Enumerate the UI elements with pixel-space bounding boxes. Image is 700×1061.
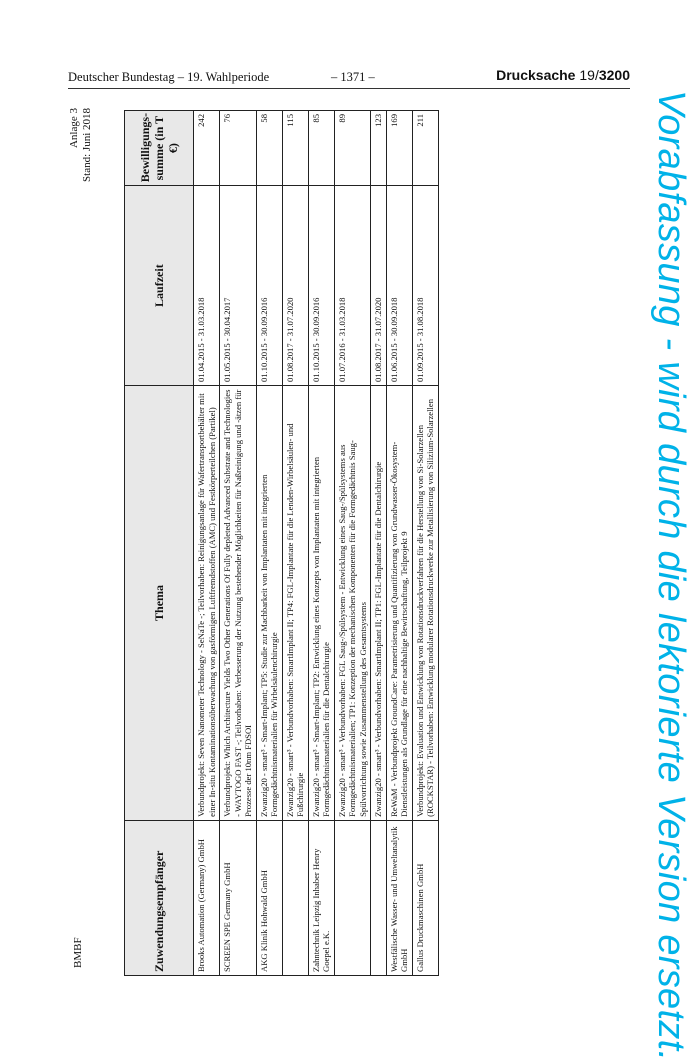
page-number: – 1371 – — [331, 70, 375, 84]
header-summe: Bewilligungs-summe (in T €) — [125, 111, 194, 186]
cell-empfaenger — [282, 820, 308, 975]
cell-laufzeit: 01.10.2015 - 30.09.2016 — [256, 186, 282, 386]
table-row — [308, 111, 334, 976]
table-row — [220, 111, 257, 976]
table-row — [282, 111, 308, 976]
document-number-value: 3200 — [598, 67, 630, 83]
cell-thema: Zwanzig20 - smart³ - Smart-Implant; TP2: Entwicklung eines Konzepts von Implantaten mit integrierten Formgedächtnismaterialien für die Dentalchirurgie — [308, 386, 334, 821]
document-prefix: 19/ — [579, 67, 599, 83]
cell-thema: Zwanzig20 - smart³ - Smart-Implant; TP5: Studie zur Machbarkeit von Implantaten mit integrierten Formgedächtnismaterialien für Wirbelsäulenchirurgie — [256, 386, 282, 821]
cell-laufzeit: 01.08.2017 - 31.07.2020 — [282, 186, 308, 386]
table-row — [334, 111, 371, 976]
cell-empfaenger: SCREEN SPE Germany GmbH — [220, 820, 257, 975]
table-row — [194, 111, 220, 976]
status-date: Stand: Juni 2018 — [81, 108, 93, 182]
table-header-row — [125, 111, 194, 976]
cell-thema: Zwanzig20 - smart³ - Verbundvorhaben: SmartImplant II; TP4: FGL-Implantate für die Lenden-Wirbelsäulen- und Fußchirurgie — [282, 386, 308, 821]
table-row — [371, 111, 387, 976]
cell-summe: 115 — [282, 111, 308, 186]
cell-empfaenger: Brooks Automation (Germany) GmbH — [194, 820, 220, 975]
ministry-label: BMBF — [72, 937, 84, 968]
cell-empfaenger: AKG Klinik Hohwald GmbH — [256, 820, 282, 975]
cell-laufzeit: 01.06.2015 - 30.09.2018 — [386, 186, 412, 386]
cell-summe: 89 — [334, 111, 371, 186]
document-label: Drucksache — [496, 67, 576, 83]
cell-thema: Verbundprojekt: Seven Nanometer Technology - SeNaTe -; Teilvorhaben: Reinigungsanlage für Wafertransportbehälter mit einer In-situ Kontaminationsüberwachung von gasförmigen Luftfremdstoffen (AMC) und Festkörperteilchen (Partikel) — [194, 386, 220, 821]
cell-summe: 242 — [194, 111, 220, 186]
cell-empfaenger — [371, 820, 387, 975]
header-left: Deutscher Bundestag – 19. Wahlperiode — [68, 70, 270, 84]
draft-watermark — [637, 90, 697, 1061]
cell-laufzeit: 01.04.2015 - 31.03.2018 — [194, 186, 220, 386]
cell-thema: Zwanzig20 - smart³ - Verbundvorhaben: FGL Saug-/Spülsystem - Entwicklung eines Saug-/Spülsystems aus Formgedächtnismaterialien; TP1: Konzeption der mechanischen Komponenten für die Formgedächtnis Saug- Spülvorrichtung sowie Zusammenstellung des Gesamtsystems — [334, 386, 371, 821]
table-row — [386, 111, 412, 976]
cell-laufzeit: 01.08.2017 - 31.07.2020 — [371, 186, 387, 386]
cell-thema: Verbundprojekt: Evaluation und Entwicklung von Rotationsdruckverfahren für die Herstellung von Si-Solarzellen (ROCKSTAR) - Teilvorhaben: Entwicklung modularer Rotationsdruckwerke zur Metallisierung von Silizium-Solarzellen — [412, 386, 438, 821]
header-empfaenger: Zuwendungsempfänger — [125, 820, 194, 975]
cell-summe: 211 — [412, 111, 438, 186]
table-row — [256, 111, 282, 976]
annex-label: Anlage 3 — [68, 108, 80, 149]
cell-empfaenger: Westfälische Wasser- und Umweltanalytik GmbH — [386, 820, 412, 975]
cell-summe: 123 — [371, 111, 387, 186]
grants-table — [124, 110, 439, 976]
cell-summe: 58 — [256, 111, 282, 186]
cell-laufzeit: 01.05.2015 - 30.04.2017 — [220, 186, 257, 386]
cell-laufzeit: 01.07.2016 - 31.03.2018 — [334, 186, 371, 386]
cell-empfaenger: Gallus Druckmaschinen GmbH — [412, 820, 438, 975]
table-row — [412, 111, 438, 976]
header-thema: Thema — [125, 386, 194, 821]
cell-thema: ReWaM - Verbundprojekt GroundCare: Parametrisierung und Quantifizierung von Grundwasser-Ökosystem-Dienstleistungen als Grundlage für eine nachhaltige Bewirtschaftung, Teilprojekt 9 — [386, 386, 412, 821]
header-rule — [68, 88, 630, 89]
cell-empfaenger: Zahntechnik Leipzig Inhaber Henry Goepel e.K. — [308, 820, 334, 975]
annex-info — [68, 108, 94, 182]
cell-thema: Zwanzig20 - smart³ - Verbundvorhaben: SmartImplant II; TP1: FGL-Implantate für die Dentalchirurgie — [371, 386, 387, 821]
cell-laufzeit: 01.09.2015 - 31.08.2018 — [412, 186, 438, 386]
cell-empfaenger — [334, 820, 371, 975]
cell-summe: 76 — [220, 111, 257, 186]
watermark-text: Vorabfassung - wird durch die lektorierte Version ersetzt. — [650, 90, 692, 1061]
rotated-page — [68, 100, 623, 980]
cell-summe: 169 — [386, 111, 412, 186]
cell-summe: 85 — [308, 111, 334, 186]
table-body — [194, 111, 439, 976]
document-number — [496, 67, 630, 83]
cell-laufzeit: 01.10.2015 - 30.09.2016 — [308, 186, 334, 386]
header-laufzeit: Laufzeit — [125, 186, 194, 386]
cell-thema: Verbundprojekt: Which Architecture Yields Two Other Generations Of Fully depleted Advanced Substrate and Technologies - WAYTOGO FAST -; Teilvorhaben: Verbesserung der Nutzung bestehender Möglichkeiten für Naßreinigung und -ätzen für Prozesse der 10nm FDSOI — [220, 386, 257, 821]
